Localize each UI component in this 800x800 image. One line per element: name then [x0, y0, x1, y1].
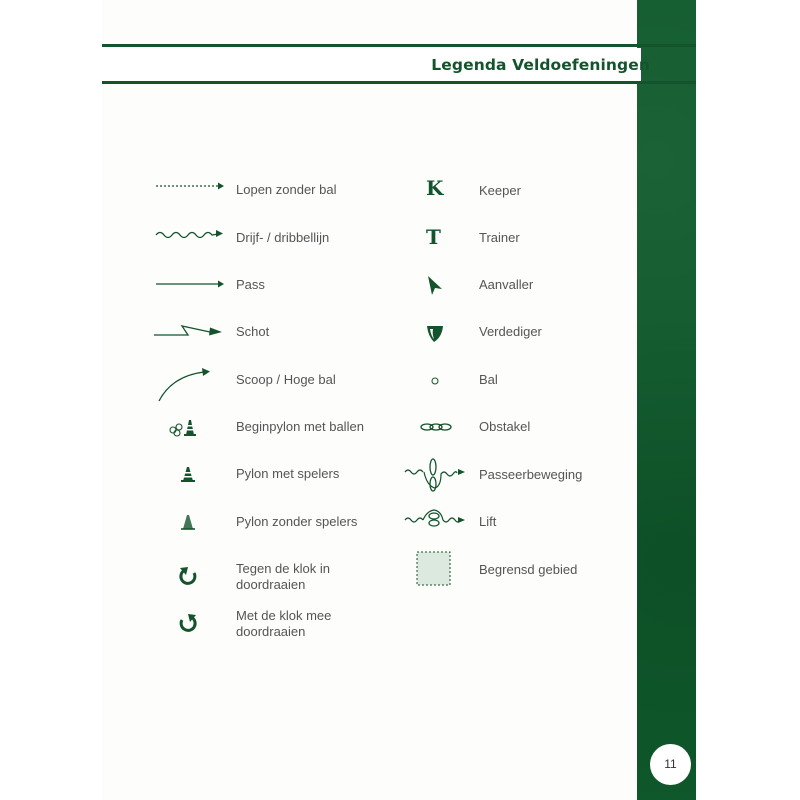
legend-label-beginpylon: Beginpylon met ballen [236, 419, 364, 434]
legend-label-lopen: Lopen zonder bal [236, 182, 337, 197]
curved-arrow-icon [156, 364, 214, 404]
dotted-arrow-icon [154, 180, 226, 192]
legend-label-aanvaller: Aanvaller [479, 277, 534, 292]
legend-label-met-line2: doordraaien [236, 624, 306, 639]
legend-label-begrensd: Begrensd gebied [479, 562, 578, 577]
legend-label-schot: Schot [236, 324, 270, 339]
legend-label-tegen-line2: doordraaien [236, 577, 306, 592]
cone-icon [179, 512, 197, 532]
cone-with-players-icon [179, 464, 197, 484]
legend-label-lift: Lift [479, 514, 497, 529]
solid-arrow-icon [154, 278, 226, 290]
side-band [637, 0, 696, 800]
dodge-move-icon [403, 456, 469, 494]
page-title: Legenda Veldoefeningen [431, 56, 650, 74]
legend-label-tegen-line1: Tegen de klok in [236, 561, 330, 576]
ball-icon [429, 375, 441, 387]
lift-icon [403, 508, 469, 532]
defender-shield-icon [424, 322, 446, 344]
rotate-clockwise-icon [177, 613, 199, 635]
attacker-arrowhead-icon [425, 274, 445, 298]
legend-label-pylon-zonder: Pylon zonder spelers [236, 514, 358, 529]
legend-label-bal: Bal [479, 372, 498, 387]
cone-with-balls-icon [168, 416, 198, 438]
bounded-area-icon [416, 551, 452, 587]
legend-label-pass: Pass [236, 277, 265, 292]
legend-label-passeerbeweging: Passeerbeweging [479, 467, 583, 482]
rotate-counterclockwise-icon [177, 566, 199, 588]
legend-label-trainer: Trainer [479, 230, 520, 245]
trainer-letter-icon: T [426, 225, 441, 249]
legend-label-scoop: Scoop / Hoge bal [236, 372, 336, 387]
legend-label-keeper: Keeper [479, 183, 521, 198]
header-rule-top [102, 44, 696, 47]
wavy-arrow-icon [154, 226, 226, 242]
legend-label-pylon-met: Pylon met spelers [236, 466, 340, 481]
header-rule-bottom [102, 81, 696, 84]
legend-label-drijf: Drijf- / dribbellijn [236, 230, 330, 245]
obstacle-icon [420, 421, 452, 433]
legend-label-met-line1: Met de klok mee [236, 608, 332, 623]
legend-label-verdediger: Verdediger [479, 324, 542, 339]
keeper-letter-icon: K [426, 176, 444, 200]
zigzag-arrow-icon [152, 322, 226, 340]
page-number: 11 [650, 744, 691, 785]
legend-label-obstakel: Obstakel [479, 419, 531, 434]
